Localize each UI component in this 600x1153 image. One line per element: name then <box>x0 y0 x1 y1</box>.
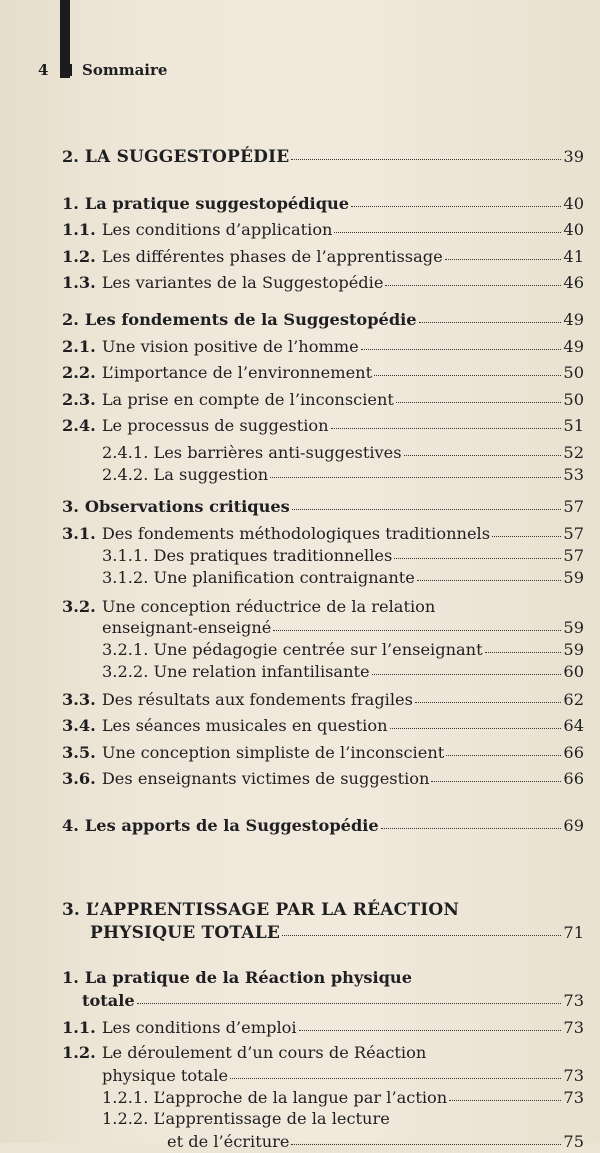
entry-number: 2. <box>62 309 79 329</box>
page-reference: 57 <box>563 496 584 516</box>
toc-entry[interactable] <box>62 967 584 989</box>
entry-title: La pratique suggestopédique <box>84 193 350 213</box>
entry-title: Une conception réductrice de la relation <box>101 596 436 616</box>
toc-entry[interactable] <box>62 218 584 245</box>
entry-number: 3.3. <box>62 689 96 709</box>
page-number: 4 <box>38 61 49 79</box>
entry-title: 2.4.1. Les barrières anti-suggestives <box>102 442 402 462</box>
section-title: Sommaire <box>82 61 168 79</box>
toc-subentry[interactable] <box>62 463 584 485</box>
entry-title: 1.2.1. L’approche de la langue par l’action <box>102 1088 448 1108</box>
toc-chapter-continuation[interactable] <box>62 921 584 948</box>
toc-entry[interactable] <box>62 688 584 715</box>
page-reference: 40 <box>563 193 584 213</box>
page-reference: 57 <box>563 545 584 565</box>
entry-number: 3.6. <box>62 769 96 789</box>
entry-title: L’importance de l’environnement <box>101 363 373 383</box>
square-bullet-icon <box>60 64 72 76</box>
toc-entry[interactable] <box>62 245 584 272</box>
dot-leader <box>485 636 562 653</box>
dot-leader <box>385 269 561 286</box>
entry-title: physique totale <box>102 1066 229 1086</box>
page-reference: 75 <box>563 1132 584 1152</box>
page-reference: 73 <box>563 1017 584 1037</box>
page-reference: 66 <box>563 769 584 789</box>
page-reference: 62 <box>563 689 584 709</box>
entry-title: 3.2.1. Une pédagogie centrée sur l’enseignant <box>102 639 483 659</box>
entry-title: 1.2.2. L’apprentissage de la lecture <box>102 1109 390 1129</box>
entry-number: 3.4. <box>62 716 96 736</box>
running-header <box>38 58 167 82</box>
toc-subentry[interactable] <box>62 1108 584 1130</box>
dot-leader <box>282 919 561 936</box>
entry-title: Les différentes phases de l’apprentissage <box>101 246 443 266</box>
entry-title: Les variantes de la Suggestopédie <box>101 273 384 293</box>
dot-leader <box>137 987 562 1004</box>
entry-number: 3. <box>62 496 79 516</box>
entry-number: 2.2. <box>62 363 96 383</box>
entry-number: 2.4. <box>62 416 96 436</box>
toc-subentry[interactable] <box>62 638 584 660</box>
toc-subentry[interactable] <box>62 1086 584 1108</box>
entry-title: Des résultats aux fondements fragiles <box>101 689 413 709</box>
toc-entry-continuation[interactable] <box>62 989 584 1016</box>
entry-title: totale <box>82 991 135 1011</box>
page-reference: 59 <box>563 617 584 637</box>
entry-title: Les conditions d’emploi <box>101 1017 297 1037</box>
toc-subentry[interactable] <box>62 566 584 588</box>
dot-leader <box>445 243 562 260</box>
entry-title: Une conception simpliste de l’inconscient <box>101 742 445 762</box>
entry-title: 3.2.2. Une relation infantilisante <box>102 661 370 681</box>
dot-leader <box>331 412 562 429</box>
dot-leader <box>351 190 561 207</box>
dot-leader <box>404 439 562 456</box>
toc-entry[interactable] <box>62 814 584 841</box>
page-reference: 73 <box>563 991 584 1011</box>
entry-number: 4. <box>62 815 79 835</box>
entry-number: 1.1. <box>62 220 96 240</box>
entry-title: L’APPRENTISSAGE PAR LA RÉACTION <box>85 899 460 920</box>
toc-entry[interactable] <box>62 145 584 172</box>
dot-leader <box>291 143 561 160</box>
toc-entry[interactable] <box>62 361 584 388</box>
table-of-contents <box>62 145 584 1152</box>
page-reference: 73 <box>563 1066 584 1086</box>
entry-number: 2.3. <box>62 389 96 409</box>
page-reference: 71 <box>563 922 584 942</box>
toc-entry-continuation[interactable] <box>62 1064 584 1086</box>
entry-title: et de l’écriture <box>167 1132 290 1152</box>
toc-entry[interactable] <box>62 522 584 544</box>
toc-subentry[interactable] <box>62 660 584 682</box>
page-reference: 49 <box>563 336 584 356</box>
entry-number: 1.2. <box>62 246 96 266</box>
toc-entry[interactable] <box>62 414 584 441</box>
toc-subentry[interactable] <box>62 441 584 463</box>
page-reference: 50 <box>563 363 584 383</box>
entry-title: enseignant-enseigné <box>102 617 272 637</box>
page-reference: 52 <box>563 442 584 462</box>
toc-entry[interactable] <box>62 495 584 522</box>
dot-leader <box>415 686 561 703</box>
entry-title: PHYSIQUE TOTALE <box>90 922 280 943</box>
entry-title: LA SUGGESTOPÉDIE <box>84 147 290 167</box>
entry-number: 3.2. <box>62 596 96 616</box>
page-reference: 64 <box>563 716 584 736</box>
page-reference: 69 <box>563 815 584 835</box>
toc-entry[interactable] <box>62 308 584 335</box>
page-reference: 46 <box>563 273 584 293</box>
dot-leader <box>394 542 561 559</box>
entry-title: Les séances musicales en question <box>101 716 388 736</box>
page-reference: 40 <box>563 220 584 240</box>
toc-entry[interactable] <box>62 714 584 741</box>
dot-leader <box>334 216 561 233</box>
toc-entry[interactable] <box>62 388 584 415</box>
dot-leader <box>381 812 562 829</box>
entry-number: 1. <box>62 193 79 213</box>
dot-leader <box>374 359 561 376</box>
page-reference: 53 <box>563 464 584 484</box>
dot-leader <box>299 1014 562 1031</box>
entry-title: Observations critiques <box>84 496 290 516</box>
entry-number: 1. <box>62 968 79 988</box>
entry-title: Des fondements méthodologiques traditionnels <box>101 523 491 543</box>
dot-leader <box>419 306 562 323</box>
entry-number: 3.5. <box>62 742 96 762</box>
entry-title: Des enseignants victimes de suggestion <box>101 769 430 789</box>
page-reference: 66 <box>563 742 584 762</box>
dot-leader <box>449 1084 561 1101</box>
entry-title: 3.1.1. Des pratiques traditionnelles <box>102 545 393 565</box>
page-reference: 60 <box>563 661 584 681</box>
entry-number: 1.3. <box>62 273 96 293</box>
dot-leader <box>492 520 561 537</box>
page-reference: 41 <box>563 246 584 266</box>
dot-leader <box>390 712 562 729</box>
entry-title: Les fondements de la Suggestopédie <box>84 309 417 329</box>
page-reference: 59 <box>563 639 584 659</box>
dot-leader <box>372 658 562 675</box>
toc-entry[interactable] <box>62 271 584 298</box>
page-reference: 50 <box>563 389 584 409</box>
toc-entry[interactable] <box>62 192 584 219</box>
toc-subentry[interactable] <box>62 544 584 566</box>
entry-title: 3.1.2. Une planification contraignante <box>102 567 415 587</box>
entry-title: 2.4.2. La suggestion <box>102 464 269 484</box>
toc-entry[interactable] <box>62 1016 584 1043</box>
toc-entry-continuation[interactable] <box>62 616 584 638</box>
entry-title: Le processus de suggestion <box>101 416 329 436</box>
entry-title: Les apports de la Suggestopédie <box>84 815 379 835</box>
entry-title: Les conditions d’application <box>101 220 333 240</box>
toc-entry[interactable] <box>62 335 584 362</box>
entry-title: Le déroulement d’un cours de Réaction <box>101 1043 427 1063</box>
page-reference: 57 <box>563 523 584 543</box>
entry-number: 3. <box>62 899 80 920</box>
toc-entry[interactable] <box>62 741 584 768</box>
entry-number: 2.1. <box>62 336 96 356</box>
toc-subentry-continuation[interactable] <box>62 1130 584 1152</box>
entry-title: Une vision positive de l’homme <box>101 336 359 356</box>
page-reference: 51 <box>563 416 584 436</box>
dot-leader <box>446 739 561 756</box>
page-reference: 39 <box>563 147 584 166</box>
dot-leader <box>270 461 561 478</box>
dot-leader <box>361 333 562 350</box>
entry-number: 1.1. <box>62 1017 96 1037</box>
entry-title: La prise en compte de l’inconscient <box>101 389 394 409</box>
toc-entry[interactable] <box>62 596 584 616</box>
dot-leader <box>417 564 562 581</box>
toc-chapter[interactable] <box>62 899 584 921</box>
dot-leader <box>230 1062 561 1079</box>
dot-leader <box>431 765 561 782</box>
entry-number: 3.1. <box>62 523 96 543</box>
dot-leader <box>396 386 562 403</box>
entry-number: 1.2. <box>62 1043 96 1063</box>
page-reference: 49 <box>563 309 584 329</box>
page-reference: 73 <box>563 1088 584 1108</box>
toc-entry[interactable] <box>62 767 584 794</box>
page-reference: 59 <box>563 567 584 587</box>
entry-title: La pratique de la Réaction physique <box>84 968 412 988</box>
dot-leader <box>292 493 562 510</box>
toc-entry[interactable] <box>62 1042 584 1064</box>
dot-leader <box>273 614 561 631</box>
entry-number: 2. <box>62 147 79 166</box>
